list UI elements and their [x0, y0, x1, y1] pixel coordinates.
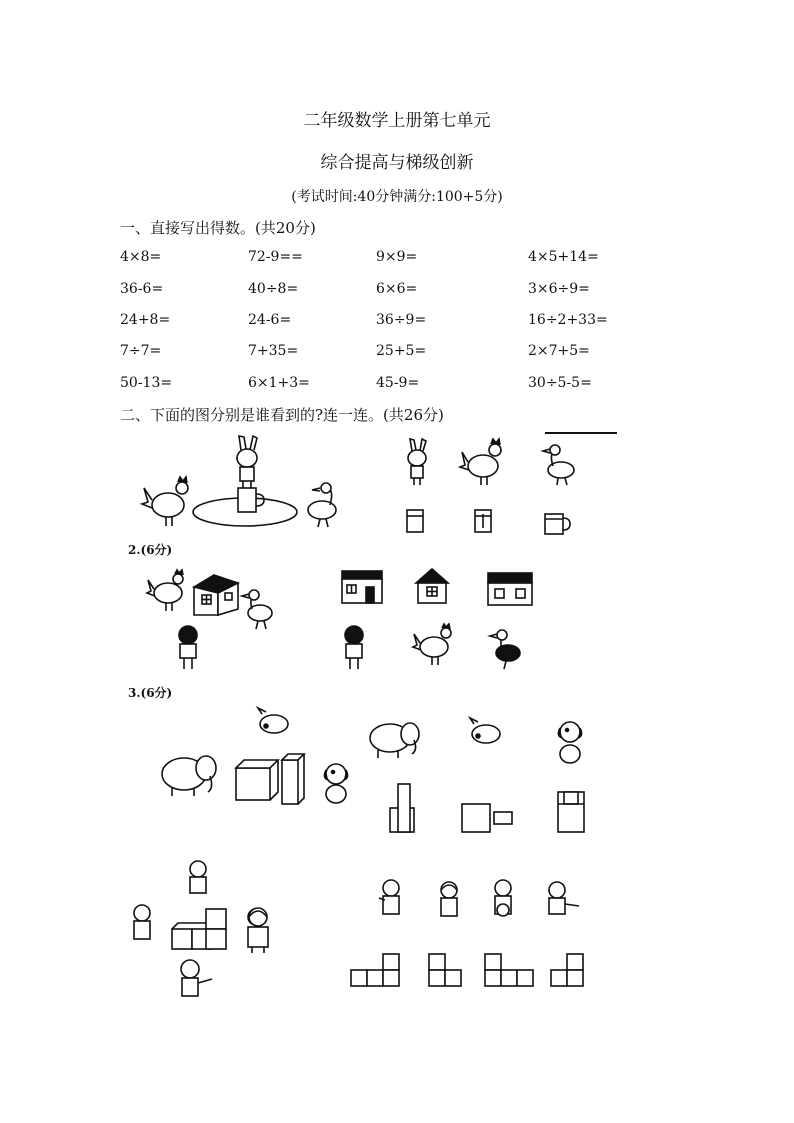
house-front-icon	[342, 571, 382, 603]
problem: 24-6=	[248, 312, 292, 328]
problem: 2×7+5=	[528, 343, 590, 359]
part3-label: 3.(6分)	[128, 686, 173, 700]
view-shape-icon	[551, 954, 583, 986]
problem: 45-9=	[376, 375, 420, 391]
bird-icon	[258, 708, 288, 733]
problem: 50-13=	[120, 375, 173, 391]
part3-scene-b	[128, 855, 233, 1005]
girl-icon	[179, 626, 197, 669]
girl-icon	[345, 626, 363, 669]
rabbit-icon	[237, 436, 257, 488]
rooster-icon	[413, 624, 451, 665]
problem: 72-9==	[248, 249, 303, 265]
blocks-icon	[172, 909, 226, 949]
dog-icon	[324, 764, 347, 803]
duck-icon	[490, 630, 520, 669]
elephant-icon	[370, 723, 419, 758]
problem: 7÷7=	[120, 343, 162, 359]
problem: 16÷2+33=	[528, 312, 608, 328]
problem: 40÷8=	[248, 281, 299, 297]
cup-view-icon	[545, 514, 570, 534]
boy-icon	[379, 880, 399, 914]
part1-scene	[140, 430, 360, 540]
problem: 24+8=	[120, 312, 171, 328]
problem: 30÷5-5=	[528, 375, 592, 391]
house-icon	[194, 575, 238, 615]
part2-scene	[142, 565, 282, 677]
cup-icon	[238, 488, 264, 512]
section2-heading: 二、下面的图分别是谁看到的?连一连。(共26分)	[120, 406, 444, 424]
section1-heading: 一、直接写出得数。(共20分)	[120, 219, 316, 237]
boy-icon	[190, 861, 206, 893]
problem: 36÷9=	[376, 312, 427, 328]
view-shape-icon	[558, 792, 584, 832]
boy-icon	[134, 905, 150, 939]
duck-icon	[543, 445, 574, 485]
part2-options	[336, 565, 536, 677]
view-shape-icon	[390, 784, 414, 832]
view-shape-icon	[485, 954, 533, 986]
cup-view-icon	[475, 510, 491, 532]
part3-scene-a	[156, 706, 356, 814]
problem: 6×1+3=	[248, 375, 310, 391]
part1-options	[395, 430, 620, 540]
house-back-icon	[488, 573, 532, 605]
page-subtitle: 综合提高与梯级创新	[320, 153, 474, 173]
cup-view-icon	[407, 510, 423, 532]
duck-icon	[308, 483, 336, 527]
problem: 4×8=	[120, 249, 162, 265]
elephant-icon	[162, 756, 216, 796]
problem: 25+5=	[376, 343, 427, 359]
problem: 6×6=	[376, 281, 418, 297]
rooster-icon	[460, 439, 501, 485]
exam-info: (考试时间:40分钟满分:100+5分)	[291, 189, 503, 205]
part3-options-a	[360, 712, 590, 837]
dog-icon	[558, 722, 581, 763]
bird-icon	[470, 718, 500, 743]
tall-block-icon	[282, 754, 304, 804]
cube-block-icon	[236, 760, 278, 800]
view-shape-icon	[429, 954, 461, 986]
view-shape-icon	[462, 804, 512, 832]
part2-label: 2.(6分)	[128, 543, 173, 557]
rooster-icon	[147, 570, 183, 611]
duck-icon	[242, 590, 272, 629]
part3-options-b	[345, 878, 585, 988]
boy-icon	[181, 960, 212, 996]
girl-icon	[240, 905, 280, 955]
house-side-icon	[416, 569, 448, 603]
boy-icon	[495, 880, 511, 916]
view-shape-icon	[351, 954, 399, 986]
problem: 4×5+14=	[528, 249, 599, 265]
problem: 36-6=	[120, 281, 164, 297]
problem: 9×9=	[376, 249, 418, 265]
rooster-icon	[142, 477, 188, 526]
rabbit-icon	[408, 439, 426, 485]
boy-icon	[549, 882, 579, 914]
girl-icon	[441, 882, 457, 916]
page-title: 二年级数学上册第七单元	[303, 111, 491, 131]
problem: 3×6÷9=	[528, 281, 590, 297]
problem: 7+35=	[248, 343, 299, 359]
